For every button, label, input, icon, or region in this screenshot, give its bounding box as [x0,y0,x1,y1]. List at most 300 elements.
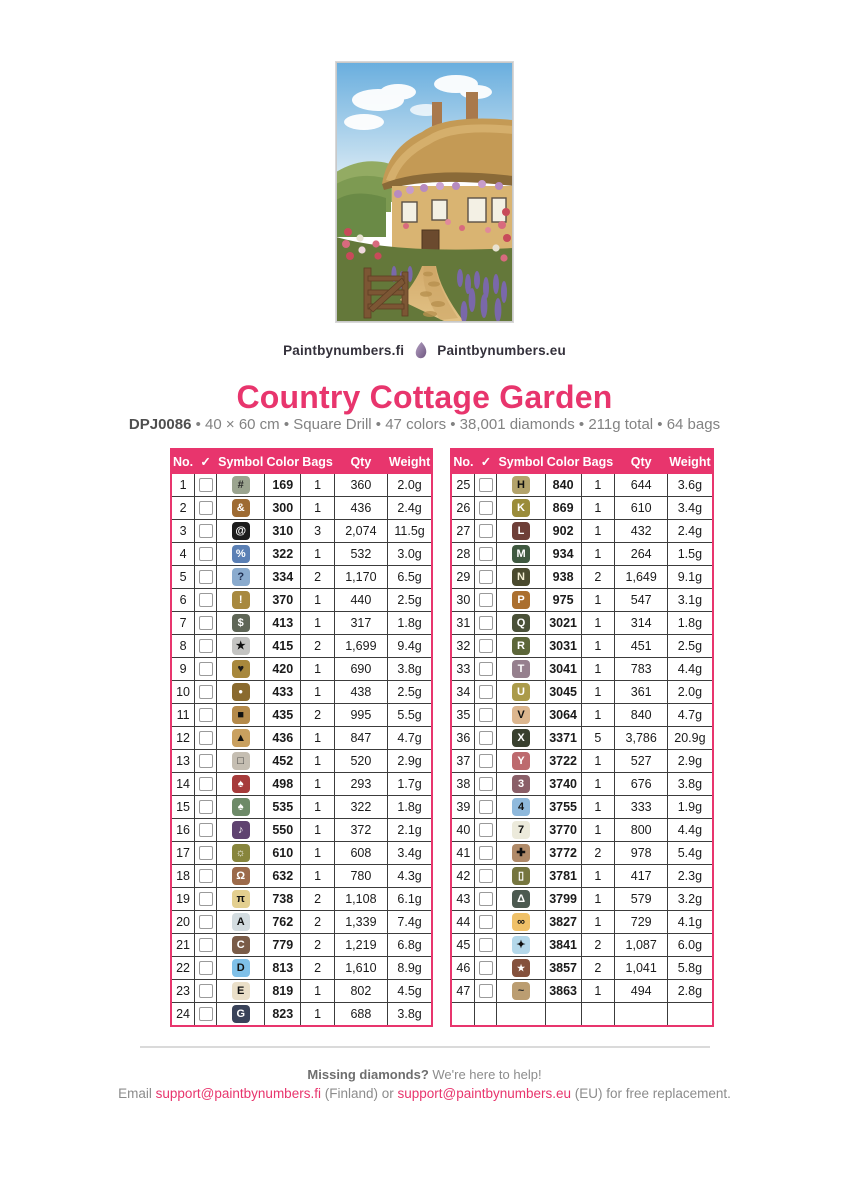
legend-row [171,957,432,980]
legend-row [451,543,712,566]
dmc-color-code: 535 [265,796,301,819]
kit-specs: • 40 × 60 cm • Square Drill • 47 colors • 38,001 diamonds • 211g total • 64 bags [191,416,721,433]
weight-value: 2.0g [668,681,713,704]
row-number: 15 [171,796,195,819]
legend-row [171,1003,432,1027]
dmc-color-code: 840 [545,474,581,497]
check-cell [195,635,217,658]
legend-row [171,497,432,520]
done-checkbox[interactable] [199,800,213,814]
done-checkbox[interactable] [199,547,213,561]
symbol-chip: ? [232,568,250,586]
weight-value: 1.7g [387,773,432,796]
dmc-color-code: 322 [265,543,301,566]
dmc-color-code: 550 [265,819,301,842]
diamond-qty: 1,108 [334,888,387,911]
weight-value: 20.9g [668,727,713,750]
diamond-qty: 360 [334,474,387,497]
footer-headline-bold: Missing diamonds? [307,1067,429,1082]
row-number: 28 [451,543,475,566]
row-number: 14 [171,773,195,796]
symbol-chip: ▯ [512,867,530,885]
legend-row [451,497,712,520]
symbol-chip: ♥ [232,660,250,678]
dmc-color-code: 3841 [545,934,581,957]
done-checkbox[interactable] [199,616,213,630]
legend-row [451,612,712,635]
weight-value: 2.8g [668,980,713,1003]
row-number: 45 [451,934,475,957]
bags-count: 1 [581,865,615,888]
done-checkbox[interactable] [479,869,493,883]
col-check: ✓ [195,449,217,474]
legend-row [171,842,432,865]
bags-count: 1 [301,497,335,520]
bags-count: 1 [581,543,615,566]
weight-value: 3.4g [668,497,713,520]
weight-value: 4.5g [387,980,432,1003]
legend-row [451,796,712,819]
check-cell [195,980,217,1003]
row-number: 44 [451,911,475,934]
dmc-color-code: 3799 [545,888,581,911]
diamond-qty: 579 [615,888,668,911]
weight-value: 9.1g [668,566,713,589]
weight-value: 4.4g [668,658,713,681]
symbol-cell [217,681,265,704]
check-cell [195,704,217,727]
done-checkbox[interactable] [479,846,493,860]
symbol-chip: A [232,913,250,931]
check-cell [475,658,497,681]
diamond-qty: 333 [615,796,668,819]
symbol-cell [217,727,265,750]
dmc-color-code: 370 [265,589,301,612]
support-email-fi-link[interactable]: support@paintbynumbers.fi [155,1086,321,1101]
check-cell [195,865,217,888]
bags-count: 1 [581,796,615,819]
dmc-color-code: 762 [265,911,301,934]
done-checkbox[interactable] [479,731,493,745]
dmc-color-code: 779 [265,934,301,957]
check-cell [475,819,497,842]
row-number: 20 [171,911,195,934]
diamond-qty: 1,170 [334,566,387,589]
bags-count: 1 [581,819,615,842]
dmc-color-code: 869 [545,497,581,520]
dmc-color-code: 452 [265,750,301,773]
symbol-cell [497,911,545,934]
weight-value: 9.4g [387,635,432,658]
diamond-qty: 1,219 [334,934,387,957]
symbol-cell [497,773,545,796]
diamond-qty: 690 [334,658,387,681]
diamond-qty: 688 [334,1003,387,1027]
diamond-qty: 1,041 [615,957,668,980]
weight-value: 5.8g [668,957,713,980]
row-number: 31 [451,612,475,635]
bags-count: 1 [301,842,335,865]
done-checkbox[interactable] [479,478,493,492]
check-cell [195,589,217,612]
bags-count: 1 [581,520,615,543]
row-number: 34 [451,681,475,704]
diamond-qty: 547 [615,589,668,612]
dmc-color-code: 3371 [545,727,581,750]
done-checkbox[interactable] [479,593,493,607]
done-checkbox[interactable] [199,570,213,584]
cottage-garden-illustration [336,62,513,322]
paint-drop-icon [413,341,428,360]
bags-count: 5 [581,727,615,750]
done-checkbox[interactable] [199,1007,213,1021]
diamond-qty: 1,610 [334,957,387,980]
symbol-cell [497,980,545,1003]
weight-value: 1.9g [668,796,713,819]
done-checkbox[interactable] [199,662,213,676]
legend-row [451,819,712,842]
check-cell [195,750,217,773]
bags-count: 2 [581,566,615,589]
row-number: 24 [171,1003,195,1027]
empty-cell [581,1003,615,1027]
symbol-chip: 3 [512,775,530,793]
done-checkbox[interactable] [479,938,493,952]
check-cell [195,543,217,566]
done-checkbox[interactable] [479,823,493,837]
symbol-cell [217,474,265,497]
check-cell [195,727,217,750]
legend-row [171,520,432,543]
done-checkbox[interactable] [199,593,213,607]
symbol-cell [217,635,265,658]
diamond-qty: 729 [615,911,668,934]
symbol-cell [217,612,265,635]
done-checkbox[interactable] [479,984,493,998]
bags-count: 1 [301,681,335,704]
legend-row [451,520,712,543]
row-number: 27 [451,520,475,543]
check-cell [195,658,217,681]
weight-value: 2.4g [668,520,713,543]
done-checkbox[interactable] [199,639,213,653]
done-checkbox[interactable] [479,961,493,975]
symbol-chip: ♠ [232,798,250,816]
bags-count: 1 [301,819,335,842]
weight-value: 3.4g [387,842,432,865]
row-number: 35 [451,704,475,727]
done-checkbox[interactable] [479,685,493,699]
diamond-qty: 1,649 [615,566,668,589]
dmc-color-code: 3045 [545,681,581,704]
legend-row [171,819,432,842]
symbol-chip: P [512,591,530,609]
symbol-cell [217,750,265,773]
symbol-chip: ■ [232,706,250,724]
footer-email-mid: (Finland) or [320,1086,398,1101]
done-checkbox[interactable] [199,708,213,722]
check-cell [195,566,217,589]
row-number: 7 [171,612,195,635]
legend-row [451,589,712,612]
row-number: 41 [451,842,475,865]
check-cell [475,612,497,635]
symbol-chip: ▲ [232,729,250,747]
done-checkbox[interactable] [479,662,493,676]
empty-cell [475,1003,497,1027]
done-checkbox[interactable] [479,777,493,791]
row-number: 19 [171,888,195,911]
diamond-qty: 676 [615,773,668,796]
diamond-qty: 840 [615,704,668,727]
symbol-chip: V [512,706,530,724]
done-checkbox[interactable] [199,501,213,515]
symbol-chip: X [512,729,530,747]
bags-count: 1 [301,1003,335,1027]
symbol-cell [497,612,545,635]
row-number: 47 [451,980,475,1003]
dmc-color-code: 3740 [545,773,581,796]
bags-count: 1 [301,980,335,1003]
legend-row-empty [451,1003,712,1027]
bags-count: 2 [301,934,335,957]
done-checkbox[interactable] [479,754,493,768]
done-checkbox[interactable] [479,915,493,929]
done-checkbox[interactable] [479,616,493,630]
check-cell [475,957,497,980]
dmc-color-code: 3064 [545,704,581,727]
bags-count: 2 [301,704,335,727]
bags-count: 1 [581,612,615,635]
done-checkbox[interactable] [199,915,213,929]
dmc-color-code: 310 [265,520,301,543]
weight-value: 2.4g [387,497,432,520]
check-cell [195,842,217,865]
symbol-cell [217,566,265,589]
diamond-qty: 432 [615,520,668,543]
row-number: 11 [171,704,195,727]
row-number: 6 [171,589,195,612]
row-number: 22 [171,957,195,980]
check-cell [475,842,497,865]
symbol-cell [217,773,265,796]
symbol-cell [497,957,545,980]
legend-row [171,911,432,934]
done-checkbox[interactable] [479,708,493,722]
symbol-chip: ∞ [512,913,530,931]
legend-row [451,658,712,681]
symbol-cell [217,520,265,543]
bags-count: 1 [581,497,615,520]
legend-row [451,474,712,497]
bags-count: 2 [301,888,335,911]
symbol-cell [217,543,265,566]
symbol-cell [217,888,265,911]
dmc-color-code: 413 [265,612,301,635]
check-cell [475,497,497,520]
col-color: Color [545,449,581,474]
bags-count: 1 [301,865,335,888]
symbol-chip: Δ [512,890,530,908]
symbol-cell [217,589,265,612]
col-bags: Bags [581,449,615,474]
done-checkbox[interactable] [199,938,213,952]
symbol-cell [497,888,545,911]
page-title: Country Cottage Garden [236,379,613,415]
row-number: 3 [171,520,195,543]
legend-row [171,681,432,704]
check-cell [195,681,217,704]
diamond-qty: 440 [334,589,387,612]
weight-value: 3.6g [668,474,713,497]
legend-row [171,980,432,1003]
weight-value: 4.7g [668,704,713,727]
done-checkbox[interactable] [199,731,213,745]
symbol-chip: & [232,499,250,517]
row-number: 1 [171,474,195,497]
done-checkbox[interactable] [199,777,213,791]
check-cell [475,635,497,658]
symbol-cell [497,543,545,566]
empty-cell [451,1003,475,1027]
row-number: 29 [451,566,475,589]
done-checkbox[interactable] [199,754,213,768]
weight-value: 6.5g [387,566,432,589]
bags-count: 1 [301,658,335,681]
bags-count: 1 [301,474,335,497]
check-cell [475,727,497,750]
done-checkbox[interactable] [199,892,213,906]
diamond-qty: 608 [334,842,387,865]
diamond-qty: 520 [334,750,387,773]
check-cell [475,681,497,704]
symbol-chip: K [512,499,530,517]
done-checkbox[interactable] [479,892,493,906]
done-checkbox[interactable] [479,570,493,584]
support-email-eu-link[interactable]: support@paintbynumbers.eu [397,1086,572,1101]
diamond-qty: 317 [334,612,387,635]
symbol-cell [217,842,265,865]
weight-value: 2.5g [387,589,432,612]
dmc-color-code: 436 [265,727,301,750]
dmc-color-code: 3021 [545,612,581,635]
check-cell [475,520,497,543]
check-cell [195,911,217,934]
check-cell [475,474,497,497]
check-cell [195,1003,217,1027]
done-checkbox[interactable] [479,524,493,538]
done-checkbox[interactable] [479,501,493,515]
row-number: 10 [171,681,195,704]
bags-count: 1 [581,980,615,1003]
dmc-color-code: 3770 [545,819,581,842]
legend-row [171,635,432,658]
done-checkbox[interactable] [199,823,213,837]
legend-row [451,980,712,1003]
diamond-qty: 361 [615,681,668,704]
weight-value: 5.5g [387,704,432,727]
symbol-chip: ~ [512,982,530,1000]
legend-row [171,773,432,796]
check-cell [475,543,497,566]
dmc-color-code: 3772 [545,842,581,865]
done-checkbox[interactable] [199,685,213,699]
footer-headline-rest: We're here to help! [428,1067,542,1082]
symbol-cell [497,796,545,819]
symbol-chip: ♠ [232,775,250,793]
check-cell [195,957,217,980]
done-checkbox[interactable] [199,984,213,998]
dmc-color-code: 934 [545,543,581,566]
symbol-cell [497,635,545,658]
weight-value: 3.8g [387,1003,432,1027]
diamond-qty: 3,786 [615,727,668,750]
symbol-chip: % [232,545,250,563]
legend-row [171,589,432,612]
done-checkbox[interactable] [199,846,213,860]
legend-row [451,911,712,934]
bags-count: 1 [581,773,615,796]
done-checkbox[interactable] [479,547,493,561]
symbol-chip: L [512,522,530,540]
bags-count: 1 [301,543,335,566]
footer-email-suffix: (EU) for free replacement. [571,1086,731,1101]
row-number: 32 [451,635,475,658]
done-checkbox[interactable] [479,639,493,653]
bags-count: 2 [581,957,615,980]
dmc-color-code: 3857 [545,957,581,980]
diamond-qty: 527 [615,750,668,773]
diamond-qty: 780 [334,865,387,888]
check-cell [475,865,497,888]
dmc-color-code: 975 [545,589,581,612]
done-checkbox[interactable] [199,961,213,975]
done-checkbox[interactable] [479,800,493,814]
row-number: 33 [451,658,475,681]
check-cell [475,934,497,957]
row-number: 42 [451,865,475,888]
legend-row [451,957,712,980]
col-symbol: Symbol [497,449,545,474]
done-checkbox[interactable] [199,524,213,538]
symbol-cell [497,865,545,888]
check-cell [475,911,497,934]
weight-value: 6.8g [387,934,432,957]
bags-count: 1 [301,727,335,750]
symbol-cell [497,681,545,704]
symbol-chip: M [512,545,530,563]
row-number: 37 [451,750,475,773]
bags-count: 1 [581,681,615,704]
check-cell [195,497,217,520]
done-checkbox[interactable] [199,478,213,492]
symbol-cell [497,497,545,520]
done-checkbox[interactable] [199,869,213,883]
symbol-cell [217,497,265,520]
symbol-chip: 7 [512,821,530,839]
symbol-chip: Y [512,752,530,770]
row-number: 8 [171,635,195,658]
weight-value: 3.8g [387,658,432,681]
bags-count: 1 [581,888,615,911]
brand-logos [0,341,849,360]
dmc-color-code: 433 [265,681,301,704]
symbol-chip: ! [232,591,250,609]
dmc-color-code: 632 [265,865,301,888]
weight-value: 7.4g [387,911,432,934]
diamond-qty: 532 [334,543,387,566]
weight-value: 6.0g [668,934,713,957]
